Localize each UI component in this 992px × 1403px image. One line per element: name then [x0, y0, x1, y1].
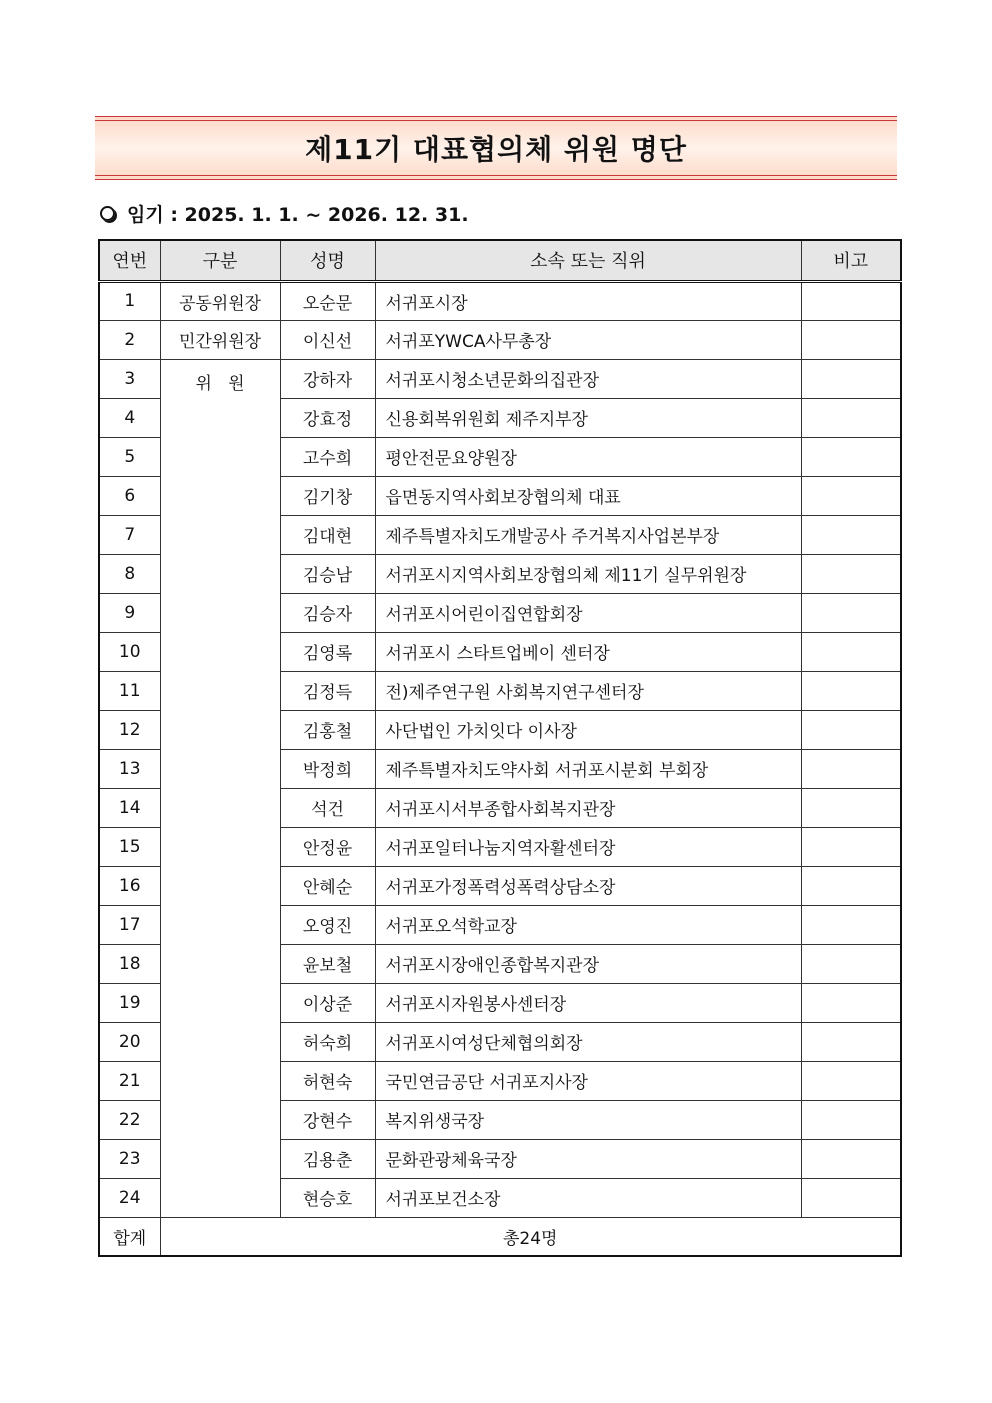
row-name: 김정득: [280, 671, 375, 710]
row-name: 허현숙: [280, 1061, 375, 1100]
row-affiliation: 평안전문요양원장: [375, 437, 801, 476]
row-number: 21: [99, 1061, 160, 1100]
row-name: 이상준: [280, 983, 375, 1022]
row-note: [801, 1139, 901, 1178]
header-row: [99, 240, 901, 281]
row-number: 1: [99, 281, 160, 320]
row-note: [801, 1100, 901, 1139]
row-affiliation: 전)제주연구원 사회복지연구센터장: [375, 671, 801, 710]
row-name: 김기창: [280, 476, 375, 515]
row-number: 3: [99, 359, 160, 398]
row-category: 공동위원장: [160, 281, 280, 320]
term-label: 임기 : 2025. 1. 1. ~ 2026. 12. 31.: [127, 203, 469, 226]
row-affiliation: 신용회복위원회 제주지부장: [375, 398, 801, 437]
circle-bullet-icon: [100, 206, 115, 221]
row-note: [801, 671, 901, 710]
table-body: [99, 281, 901, 1256]
document-title: 제11기 대표협의체 위원 명단: [305, 133, 687, 166]
row-number: 13: [99, 749, 160, 788]
row-name: 오영진: [280, 905, 375, 944]
term-line: [100, 199, 469, 227]
row-note: [801, 866, 901, 905]
row-affiliation: 읍면동지역사회보장협의체 대표: [375, 476, 801, 515]
row-number: 10: [99, 632, 160, 671]
row-note: [801, 359, 901, 398]
row-affiliation: 서귀포시청소년문화의집관장: [375, 359, 801, 398]
row-note: [801, 1022, 901, 1061]
row-note: [801, 710, 901, 749]
total-label: 합계: [99, 1217, 160, 1256]
row-affiliation: 서귀포시장: [375, 281, 801, 320]
row-note: [801, 320, 901, 359]
row-number: 15: [99, 827, 160, 866]
row-number: 23: [99, 1139, 160, 1178]
row-note: [801, 554, 901, 593]
row-affiliation: 서귀포시어린이집연합회장: [375, 593, 801, 632]
row-affiliation: 서귀포시 스타트업베이 센터장: [375, 632, 801, 671]
row-name: 김승남: [280, 554, 375, 593]
row-name: 강하자: [280, 359, 375, 398]
row-note: [801, 788, 901, 827]
row-name: 김용춘: [280, 1139, 375, 1178]
row-number: 7: [99, 515, 160, 554]
row-category: 위 원: [160, 359, 280, 1217]
header-affiliation: 소속 또는 직위: [375, 240, 801, 281]
row-name: 김대현: [280, 515, 375, 554]
row-affiliation: 제주특별자치도개발공사 주거복지사업본부장: [375, 515, 801, 554]
row-note: [801, 632, 901, 671]
row-affiliation: 복지위생국장: [375, 1100, 801, 1139]
row-affiliation: 서귀포시서부종합사회복지관장: [375, 788, 801, 827]
row-number: 8: [99, 554, 160, 593]
row-note: [801, 905, 901, 944]
row-number: 16: [99, 866, 160, 905]
row-affiliation: 서귀포가정폭력성폭력상담소장: [375, 866, 801, 905]
row-category: 민간위원장: [160, 320, 280, 359]
row-affiliation: 서귀포보건소장: [375, 1178, 801, 1217]
row-number: 18: [99, 944, 160, 983]
row-affiliation: 서귀포시자원봉사센터장: [375, 983, 801, 1022]
row-affiliation: 사단법인 가치잇다 이사장: [375, 710, 801, 749]
row-affiliation: 제주특별자치도약사회 서귀포시분회 부회장: [375, 749, 801, 788]
header-category: 구분: [160, 240, 280, 281]
row-name: 강효정: [280, 398, 375, 437]
row-name: 석건: [280, 788, 375, 827]
table-row: [99, 359, 901, 398]
title-band: [95, 116, 897, 180]
row-note: [801, 1061, 901, 1100]
row-affiliation: 서귀포시여성단체협의회장: [375, 1022, 801, 1061]
row-note: [801, 749, 901, 788]
row-name: 안정윤: [280, 827, 375, 866]
row-name: 안혜순: [280, 866, 375, 905]
row-number: 5: [99, 437, 160, 476]
row-affiliation: 서귀포일터나눔지역자활센터장: [375, 827, 801, 866]
row-affiliation: 서귀포시지역사회보장협의체 제11기 실무위원장: [375, 554, 801, 593]
row-note: [801, 983, 901, 1022]
row-affiliation: 서귀포시장애인종합복지관장: [375, 944, 801, 983]
header-name: 성명: [280, 240, 375, 281]
row-name: 박정희: [280, 749, 375, 788]
row-name: 김영록: [280, 632, 375, 671]
row-name: 김승자: [280, 593, 375, 632]
row-name: 현승호: [280, 1178, 375, 1217]
row-affiliation: 서귀포오석학교장: [375, 905, 801, 944]
row-note: [801, 515, 901, 554]
row-note: [801, 476, 901, 515]
row-number: 4: [99, 398, 160, 437]
row-name: 윤보철: [280, 944, 375, 983]
row-note: [801, 281, 901, 320]
row-note: [801, 398, 901, 437]
row-number: 12: [99, 710, 160, 749]
total-value: 총24명: [160, 1217, 901, 1256]
row-name: 강현수: [280, 1100, 375, 1139]
table-row: [99, 320, 901, 359]
row-number: 19: [99, 983, 160, 1022]
row-note: [801, 1178, 901, 1217]
row-number: 17: [99, 905, 160, 944]
header-note: 비고: [801, 240, 901, 281]
row-name: 허숙희: [280, 1022, 375, 1061]
row-number: 11: [99, 671, 160, 710]
row-note: [801, 437, 901, 476]
row-number: 2: [99, 320, 160, 359]
row-name: 이신선: [280, 320, 375, 359]
row-affiliation: 국민연금공단 서귀포지사장: [375, 1061, 801, 1100]
row-note: [801, 827, 901, 866]
header-no: 연번: [99, 240, 160, 281]
row-number: 9: [99, 593, 160, 632]
row-name: 고수희: [280, 437, 375, 476]
row-affiliation: 문화관광체육국장: [375, 1139, 801, 1178]
row-number: 22: [99, 1100, 160, 1139]
row-name: 오순문: [280, 281, 375, 320]
row-note: [801, 593, 901, 632]
row-number: 20: [99, 1022, 160, 1061]
table-row: [99, 281, 901, 320]
row-number: 24: [99, 1178, 160, 1217]
row-note: [801, 944, 901, 983]
row-name: 김홍철: [280, 710, 375, 749]
row-number: 6: [99, 476, 160, 515]
total-row: [99, 1217, 901, 1256]
row-number: 14: [99, 788, 160, 827]
member-table: [98, 239, 902, 1257]
row-affiliation: 서귀포YWCA사무총장: [375, 320, 801, 359]
